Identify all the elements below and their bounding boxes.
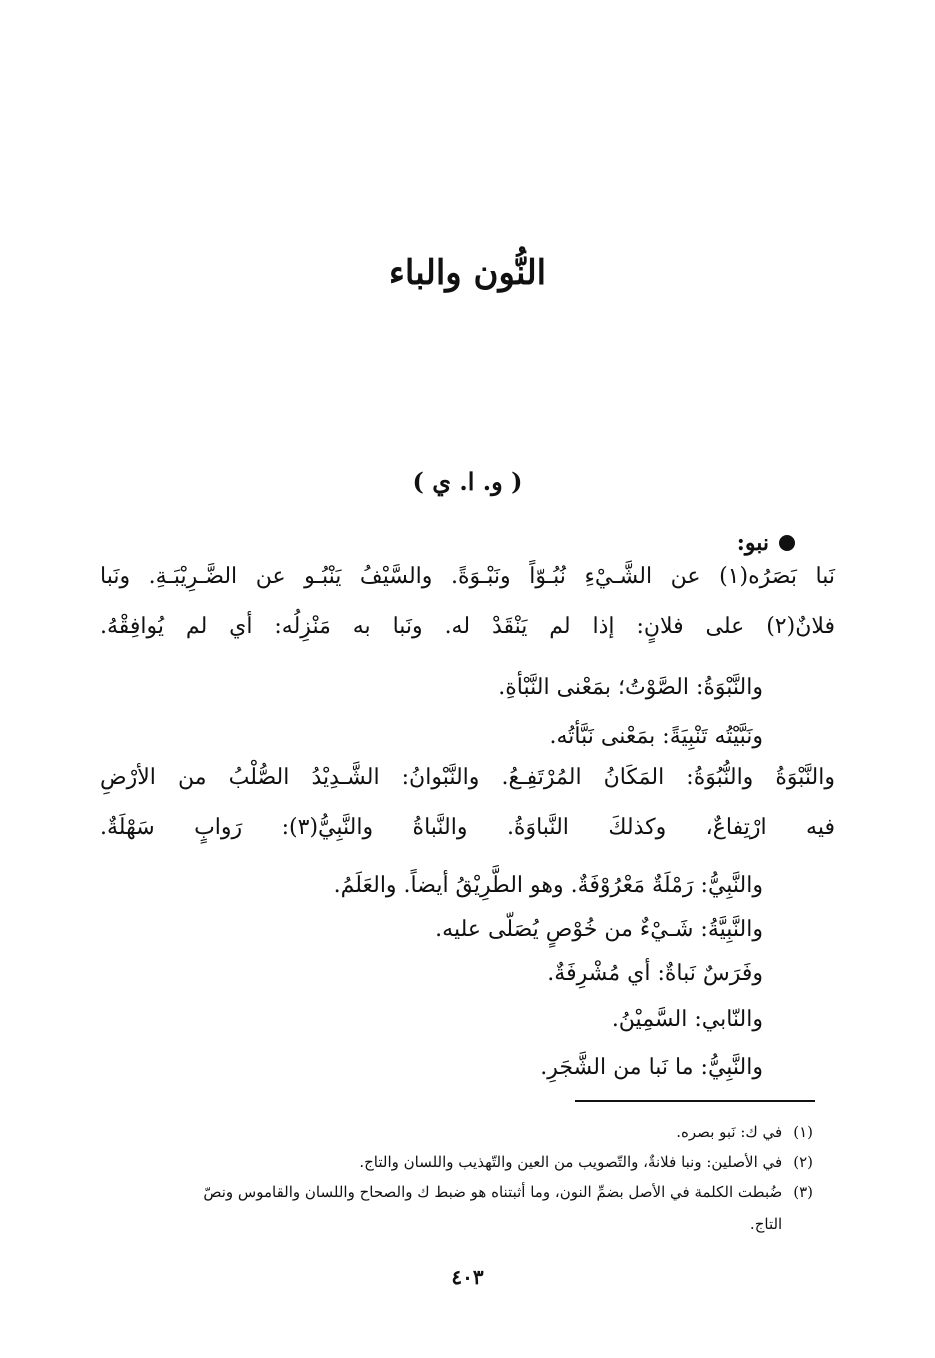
- page-number: ٤٠٣: [451, 1265, 484, 1289]
- entry-heading: [737, 525, 795, 561]
- footnote-2: [100, 1150, 813, 1174]
- footnote-separator: [575, 1100, 815, 1102]
- text-line-2: فلانٌ(٢) على فلانٍ: إذا لم يَنْقَدْ له. ونَبا به مَنْزِلُه: أي لم يُوافِقْهُ.: [100, 614, 835, 639]
- footnote-1: [100, 1120, 813, 1144]
- footnote-text: في الأصلين: ونبا فلانةٌ، والتّصويب من العين والتّهذيب واللسان والتاج.: [359, 1153, 783, 1171]
- text-line-10: والنّابي: السَّمِيْنُ.: [611, 1007, 763, 1032]
- chapter-title: النُّون والباء: [388, 253, 547, 293]
- text-line-7: والنَّبِيُّ: رَمْلَةٌ مَعْرُوْفَةٌ. وهو الطَّرِيْقُ أيضاً. والعَلَمُ.: [333, 873, 763, 898]
- text-line-3: والنَّبْوَةُ: الصَّوْتُ؛ بمَعْنى النَّبْأةِ.: [498, 675, 763, 700]
- text-line-9: وفَرَسٌ نَباةٌ: أي مُشْرِفَةٌ.: [547, 961, 763, 986]
- text-line-6: فيه ارْتِفاعٌ، وكذلكَ النَّباوَةُ. والنَّباةُ والنَّبِيُّ(٣): رَوابٍ سَهْلَةٌ.: [100, 815, 835, 840]
- footnote-text: التاج.: [749, 1215, 783, 1233]
- footnote-number: (٢): [793, 1153, 813, 1171]
- entry-term: نبو:: [736, 530, 769, 556]
- footnote-text: ضُبطت الكلمة في الأصل بضمِّ النون، وما أثبتناه هو ضبط ك والصحاح واللسان والقاموس ونصّ: [203, 1183, 783, 1201]
- footnote-3: [100, 1180, 813, 1204]
- footnote-number: (١): [793, 1123, 813, 1141]
- text-line-8: والنَّبِيَّةُ: شَـيْءٌ من خُوْصٍ يُصَلّى عليه.: [435, 917, 763, 942]
- footnote-3-continued: [100, 1212, 813, 1236]
- root-heading: ( و. ا. ي ): [412, 467, 523, 496]
- text-line-5: والنَّبْوَةُ والنُّبُوَةُ: المَكَانُ المُرْتَفِـعُ. والنَّبْوانُ: الشَّـدِيْدُ الصُّلْبُ من الأرْضِ: [100, 765, 835, 790]
- footnote-number: (٣): [793, 1183, 813, 1201]
- text-line-1: نَبا بَصَرُه(١) عن الشَّـيْءِ نُبُـوّاً ونَبْـوَةً. والسَّيْفُ يَنْبُـو عن الضَّـرِيْبَـةِ. ونَبا: [100, 564, 835, 589]
- text-line-4: ونَبَّيْتُه تَنْبِيَةً: بمَعْنى نَبَّأتُه.: [549, 724, 763, 749]
- filled-circle-bullet-icon: [779, 535, 795, 551]
- text-line-11: والنَّبِيُّ: ما نَبا من الشَّجَرِ.: [540, 1055, 763, 1080]
- footnote-text: في ك: نَبو بصره.: [676, 1123, 783, 1141]
